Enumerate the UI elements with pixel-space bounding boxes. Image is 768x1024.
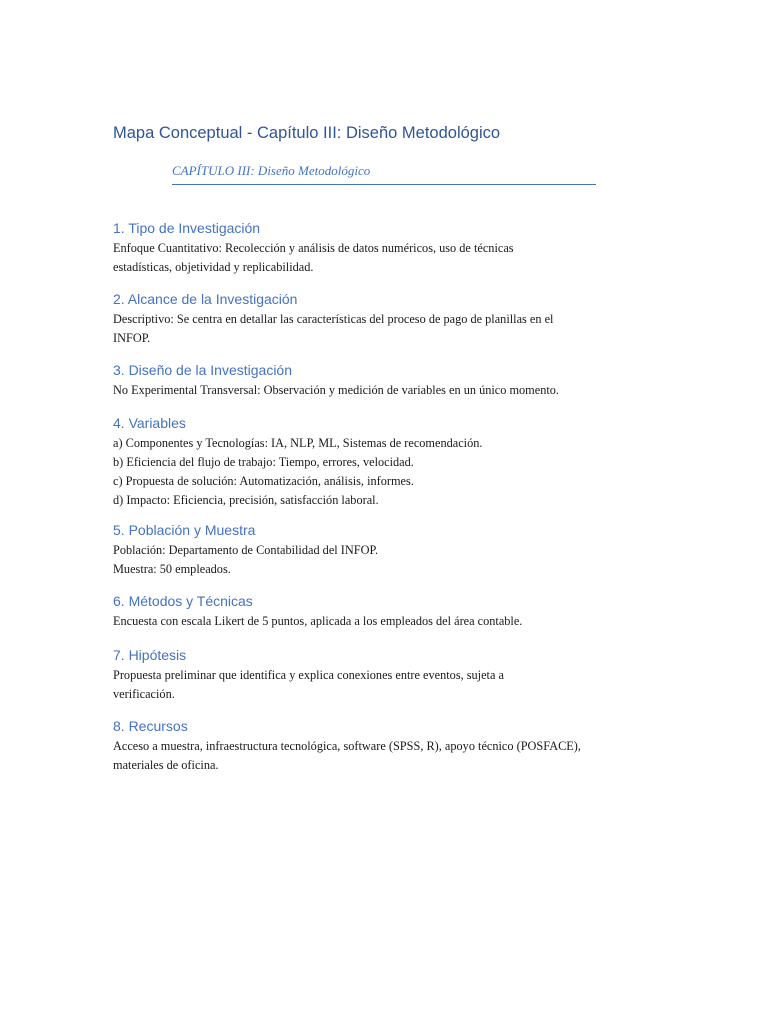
section-8 bbox=[113, 716, 673, 775]
section-heading: 8. Recursos bbox=[113, 718, 188, 734]
section-1 bbox=[113, 218, 673, 277]
section-7 bbox=[113, 645, 673, 704]
section-text-line: Encuesta con escala Likert de 5 puntos, aplicada a los empleados del área contable. bbox=[113, 614, 523, 628]
section-text-line: Muestra: 50 empleados. bbox=[113, 562, 231, 576]
chapter-subtitle: CAPÍTULO III: Diseño Metodológico bbox=[172, 163, 371, 178]
section-text-line: b) Eficiencia del flujo de trabajo: Tiempo, errores, velocidad. bbox=[113, 455, 414, 469]
section-5 bbox=[113, 520, 673, 579]
section-heading: 2. Alcance de la Investigación bbox=[113, 291, 298, 307]
document-title: Mapa Conceptual - Capítulo III: Diseño Metodológico bbox=[113, 124, 501, 142]
section-text-line: c) Propuesta de solución: Automatización, análisis, informes. bbox=[113, 474, 414, 488]
section-2 bbox=[113, 289, 673, 348]
section-text-line: a) Componentes y Tecnologías: IA, NLP, ML, Sistemas de recomendación. bbox=[113, 436, 483, 450]
section-text-line: No Experimental Transversal: Observación y medición de variables en un único momento. bbox=[113, 383, 559, 397]
section-6 bbox=[113, 591, 673, 631]
section-text-line: verificación. bbox=[113, 687, 175, 701]
chapter-subtitle-box bbox=[172, 162, 596, 185]
section-list bbox=[113, 206, 673, 775]
section-text-line: estadísticas, objetividad y replicabilidad. bbox=[113, 260, 314, 274]
section-text-line: Descriptivo: Se centra en detallar las características del proceso de pago de planillas en el bbox=[113, 312, 554, 326]
section-heading: 5. Población y Muestra bbox=[113, 522, 256, 538]
section-heading: 7. Hipótesis bbox=[113, 647, 187, 663]
section-text-line: d) Impacto: Eficiencia, precisión, satisfacción laboral. bbox=[113, 493, 379, 507]
section-heading: 1. Tipo de Investigación bbox=[113, 220, 261, 236]
section-4 bbox=[113, 413, 673, 510]
section-heading: 4. Variables bbox=[113, 415, 186, 431]
section-text-line: materiales de oficina. bbox=[113, 758, 219, 772]
section-text-line: Acceso a muestra, infraestructura tecnológica, software (SPSS, R), apoyo técnico (POSFACE), bbox=[113, 739, 581, 753]
section-3 bbox=[113, 360, 673, 400]
section-heading: 3. Diseño de la Investigación bbox=[113, 362, 292, 378]
section-heading: 6. Métodos y Técnicas bbox=[113, 593, 253, 609]
section-text-line: Población: Departamento de Contabilidad del INFOP. bbox=[113, 543, 379, 557]
section-text-line: Enfoque Cuantitativo: Recolección y análisis de datos numéricos, uso de técnicas bbox=[113, 241, 514, 255]
section-text-line: Propuesta preliminar que identifica y explica conexiones entre eventos, sujeta a bbox=[113, 668, 504, 682]
section-text-line: INFOP. bbox=[113, 331, 151, 345]
